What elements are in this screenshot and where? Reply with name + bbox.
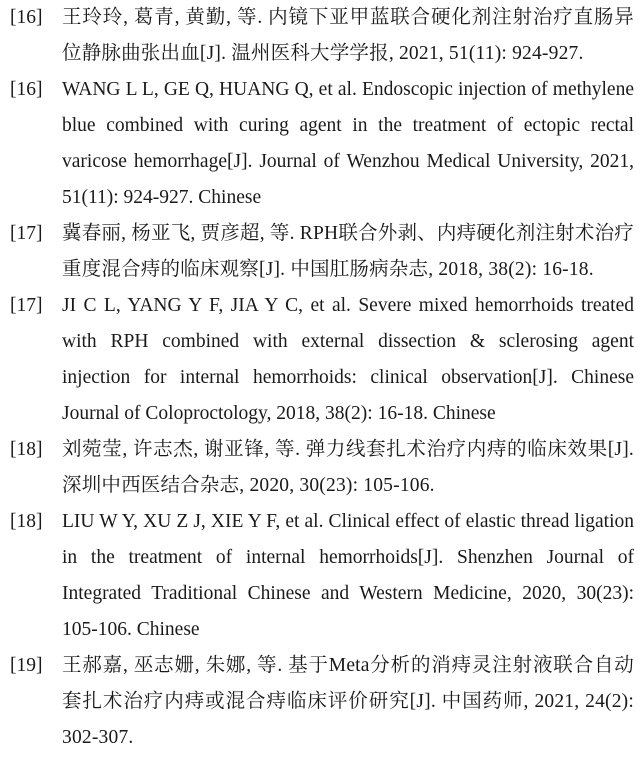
reference-entry [10, 648, 634, 756]
reference-text: LIU W Y, XU Z J, XIE Y F, et al. Clinical effect of elastic thread ligation in the treatment of internal hemorrhoids[J]. Shenzhen Journal of Integrated Traditional Chinese and Western Medicine, 2020, 30(23): 105-106. Chinese [62, 511, 634, 640]
reference-text: 王郝嘉, 巫志姗, 朱娜, 等. 基于Meta分析的消痔灵注射液联合自动套扎术治疗内痔或混合痔临床评价研究[J]. 中国药师, 2021, 24(2): 302-307. [62, 655, 634, 748]
reference-number: [17] [10, 295, 43, 316]
reference-text: JI C L, YANG Y F, JIA Y C, et al. Severe mixed hemorrhoids treated with RPH combined with external dissection & sclerosing agent injection for internal hemorrhoids: clinical observation[J]. Chinese Journal of Coloproctology, 2018, 38(2): 16-18. Chinese [62, 295, 634, 424]
reference-entry [10, 504, 634, 648]
reference-number: [17] [10, 223, 43, 244]
reference-entry [10, 0, 634, 72]
reference-text: 王玲玲, 葛青, 黄勤, 等. 内镜下亚甲蓝联合硬化剂注射治疗直肠异位静脉曲张出血[J]. 温州医科大学学报, 2021, 51(11): 924-927. [62, 7, 634, 64]
reference-entry [10, 432, 634, 504]
reference-number: [16] [10, 79, 43, 100]
reference-text: 冀春丽, 杨亚飞, 贾彦超, 等. RPH联合外剥、内痔硬化剂注射术治疗重度混合痔的临床观察[J]. 中国肛肠病杂志, 2018, 38(2): 16-18. [62, 223, 634, 280]
reference-entry [10, 288, 634, 432]
reference-entry [10, 72, 634, 216]
reference-text: WANG L L, GE Q, HUANG Q, et al. Endoscopic injection of methylene blue combined with curing agent in the treatment of ectopic rectal varicose hemorrhage[J]. Journal of Wenzhou Medical University, 2021, 51(11): 924-927. Chinese [62, 79, 634, 208]
reference-number: [18] [10, 511, 43, 532]
reference-text: 刘菀莹, 许志杰, 谢亚锋, 等. 弹力线套扎术治疗内痔的临床效果[J]. 深圳中西医结合杂志, 2020, 30(23): 105-106. [62, 439, 634, 496]
reference-number: [18] [10, 439, 43, 460]
reference-number: [19] [10, 655, 43, 676]
reference-entry [10, 216, 634, 288]
reference-number: [16] [10, 7, 43, 28]
